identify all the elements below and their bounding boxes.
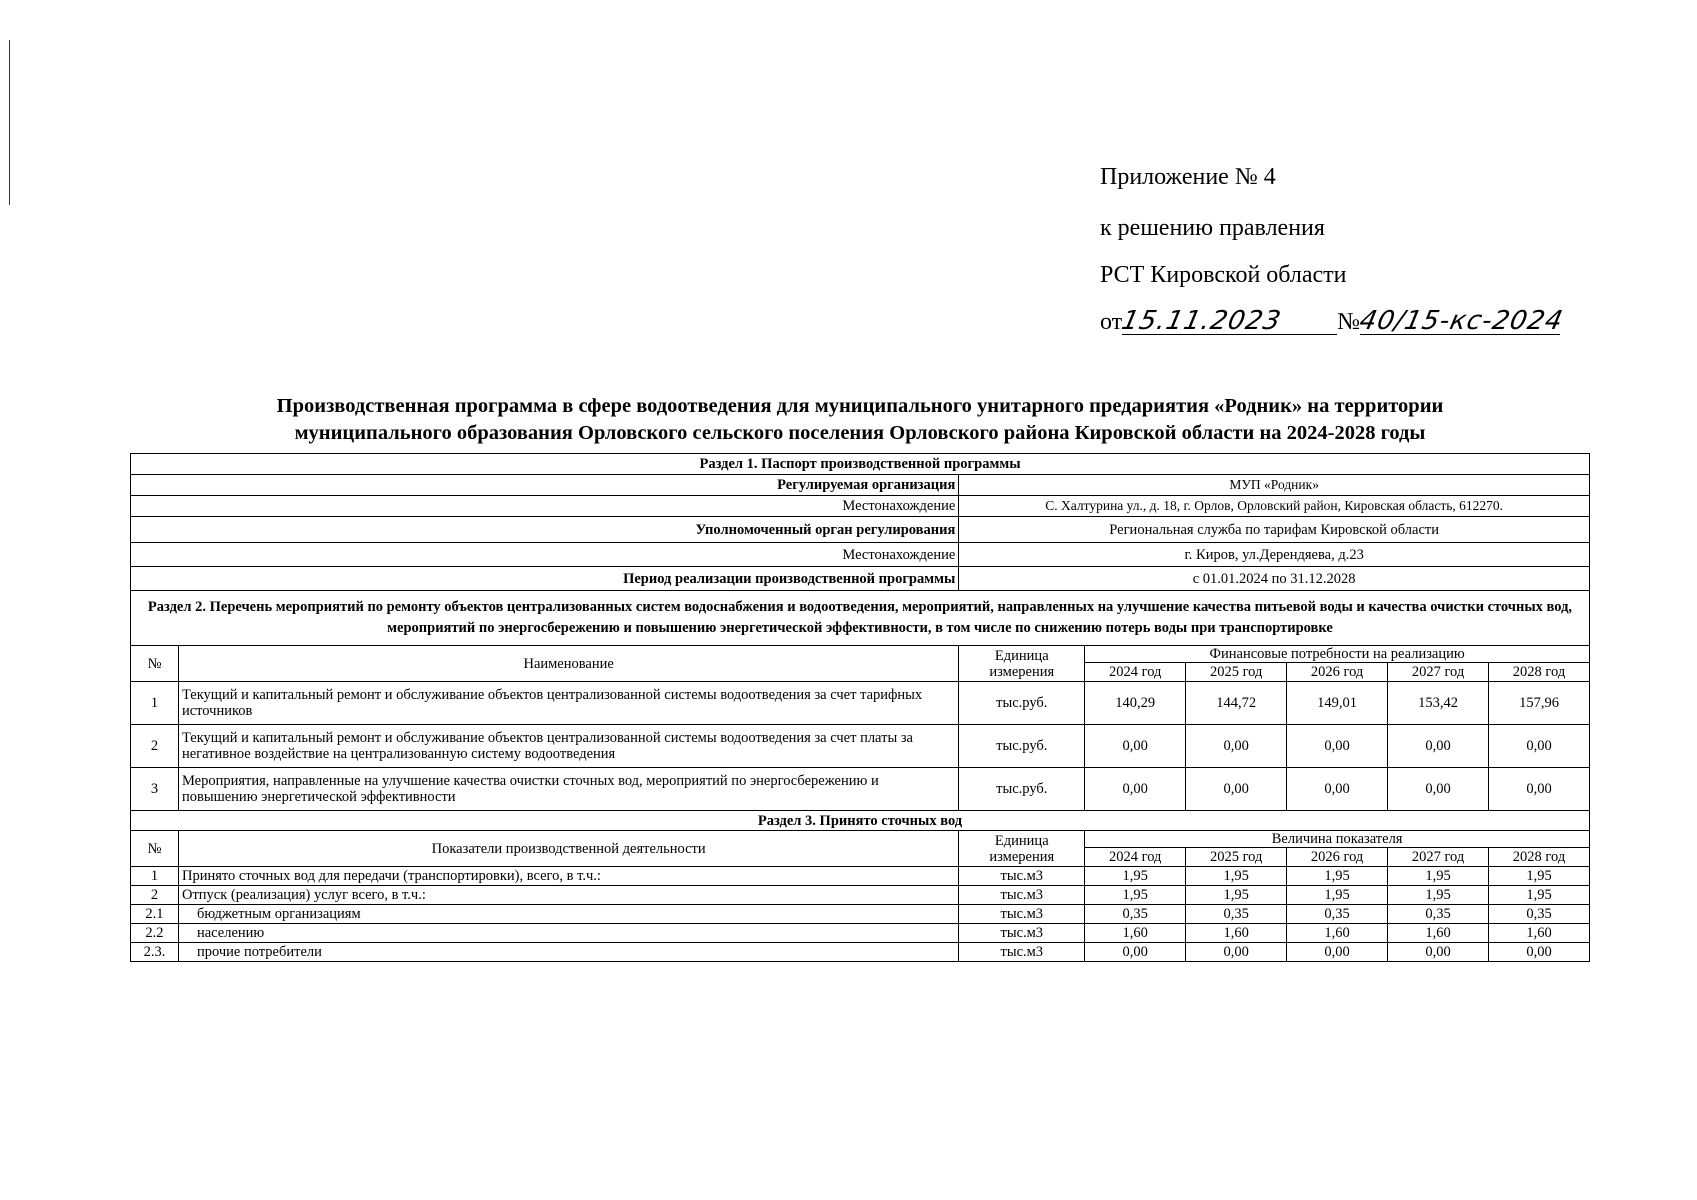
row-value: 1,95 xyxy=(1388,886,1489,905)
row-value: 1,60 xyxy=(1186,924,1287,943)
section1-value: г. Киров, ул.Дерендяева, д.23 xyxy=(959,543,1590,567)
section3-header-row xyxy=(131,811,1590,831)
row-unit: тыс.м3 xyxy=(959,924,1085,943)
row-unit: тыс.руб. xyxy=(959,768,1085,811)
row-value: 0,00 xyxy=(1489,943,1590,962)
section3-col-no: № xyxy=(131,831,179,867)
row-name: Текущий и капитальный ремонт и обслуживание объектов централизованной системы водоотведения за счет тарифных источников xyxy=(178,682,958,725)
section1-value: С. Халтурина ул., д. 18, г. Орлов, Орловский район, Кировская область, 612270. xyxy=(959,496,1590,517)
section1-label: Период реализации производственной программы xyxy=(131,567,959,591)
row-value: 1,60 xyxy=(1489,924,1590,943)
table-row xyxy=(131,725,1590,768)
section1-label: Местонахождение xyxy=(131,543,959,567)
section1-value: МУП «Родник» xyxy=(959,475,1590,496)
section2-col-name: Наименование xyxy=(178,646,958,682)
section3-col-name: Показатели производственной деятельности xyxy=(178,831,958,867)
row-no: 1 xyxy=(131,867,179,886)
section3-header: Раздел 3. Принято сточных вод xyxy=(131,811,1590,831)
row-value: 0,00 xyxy=(1287,943,1388,962)
section1-row xyxy=(131,517,1590,543)
row-name: населению xyxy=(178,924,958,943)
section1-header-row xyxy=(131,454,1590,475)
number-prefix: № xyxy=(1337,309,1361,335)
table-row xyxy=(131,682,1590,725)
table-row xyxy=(131,924,1590,943)
row-value: 1,60 xyxy=(1388,924,1489,943)
row-value: 0,00 xyxy=(1388,768,1489,811)
row-value: 1,60 xyxy=(1085,924,1186,943)
row-no: 2.1 xyxy=(131,905,179,924)
row-no: 3 xyxy=(131,768,179,811)
section3-year: 2027 год xyxy=(1388,848,1489,867)
row-no: 2 xyxy=(131,886,179,905)
row-value: 0,00 xyxy=(1186,768,1287,811)
scan-edge-line xyxy=(9,40,10,205)
table-row xyxy=(131,905,1590,924)
row-value: 1,95 xyxy=(1186,886,1287,905)
row-no: 2.2 xyxy=(131,924,179,943)
row-value: 0,00 xyxy=(1489,768,1590,811)
section2-header: Раздел 2. Перечень мероприятий по ремонту объектов централизованных систем водоснабжения и водоотведения, мероприятий, направленных на улучшение качества питьевой воды и качества очистки сточных вод, мероприятий по энергосбережению и повышению энергетической эффективности, в том числе по снижению потерь воды при транспортировке xyxy=(131,591,1590,646)
section3-col-unit: Единица измерения xyxy=(959,831,1085,867)
row-no: 1 xyxy=(131,682,179,725)
row-unit: тыс.руб. xyxy=(959,725,1085,768)
section1-row xyxy=(131,496,1590,517)
section1-label: Уполномоченный орган регулирования xyxy=(131,517,959,543)
section3-year: 2024 год xyxy=(1085,848,1186,867)
row-no: 2.3. xyxy=(131,943,179,962)
section1-row xyxy=(131,543,1590,567)
row-name: Текущий и капитальный ремонт и обслуживание объектов централизованной системы водоотведения за счет платы за негативное воздействие на централизованную систему водоотведения xyxy=(178,725,958,768)
section2-year: 2025 год xyxy=(1186,663,1287,682)
document-title xyxy=(130,393,1590,447)
row-value: 1,95 xyxy=(1287,867,1388,886)
row-value: 0,35 xyxy=(1186,905,1287,924)
production-program-table xyxy=(130,453,1590,962)
title-line-1: Производственная программа в сфере водоотведения для муниципального унитарного предариятия «Родник» на территории xyxy=(276,395,1444,417)
section3-columns-row xyxy=(131,831,1590,848)
number-handwritten: 40/15-кс-2024 xyxy=(1356,306,1567,336)
row-value: 0,00 xyxy=(1388,943,1489,962)
row-value: 1,95 xyxy=(1489,886,1590,905)
title-line-2: муниципального образования Орловского сельского поселения Орловского района Кировской области на 2024-2028 годы xyxy=(294,422,1426,444)
row-value: 1,95 xyxy=(1085,886,1186,905)
row-unit: тыс.руб. xyxy=(959,682,1085,725)
row-value: 140,29 xyxy=(1085,682,1186,725)
row-name: Мероприятия, направленные на улучшение качества очистки сточных вод, мероприятий по энергосбережению и повышению энергетической эффективности xyxy=(178,768,958,811)
row-value: 149,01 xyxy=(1287,682,1388,725)
row-unit: тыс.м3 xyxy=(959,905,1085,924)
row-value: 144,72 xyxy=(1186,682,1287,725)
section1-label: Местонахождение xyxy=(131,496,959,517)
section2-header-row xyxy=(131,591,1590,646)
section2-col-no: № xyxy=(131,646,179,682)
row-value: 1,95 xyxy=(1287,886,1388,905)
row-value: 0,00 xyxy=(1287,725,1388,768)
table-row xyxy=(131,867,1590,886)
section3-col-group: Величина показателя xyxy=(1085,831,1590,848)
row-value: 0,00 xyxy=(1489,725,1590,768)
section3-year: 2025 год xyxy=(1186,848,1287,867)
row-value: 1,60 xyxy=(1287,924,1388,943)
row-no: 2 xyxy=(131,725,179,768)
section2-year: 2028 год xyxy=(1489,663,1590,682)
section2-columns-row xyxy=(131,646,1590,663)
row-value: 153,42 xyxy=(1388,682,1489,725)
section1-label: Регулируемая организация xyxy=(131,475,959,496)
date-handwritten: 15.11.2023 xyxy=(1118,306,1285,336)
table-row xyxy=(131,886,1590,905)
section3-year: 2026 год xyxy=(1287,848,1388,867)
appendix-date-number xyxy=(1100,308,1600,346)
section2-col-group: Финансовые потребности на реализацию xyxy=(1085,646,1590,663)
row-unit: тыс.м3 xyxy=(959,886,1085,905)
row-value: 1,95 xyxy=(1388,867,1489,886)
section2-year: 2027 год xyxy=(1388,663,1489,682)
row-value: 0,35 xyxy=(1388,905,1489,924)
row-name: прочие потребители xyxy=(178,943,958,962)
row-value: 0,35 xyxy=(1287,905,1388,924)
row-value: 1,95 xyxy=(1085,867,1186,886)
row-value: 0,00 xyxy=(1085,768,1186,811)
table-row xyxy=(131,768,1590,811)
section2-year: 2024 год xyxy=(1085,663,1186,682)
row-value: 0,00 xyxy=(1186,725,1287,768)
section1-value: Региональная служба по тарифам Кировской области xyxy=(959,517,1590,543)
row-unit: тыс.м3 xyxy=(959,867,1085,886)
appendix-title: Приложение № 4 xyxy=(1100,164,1276,190)
row-value: 0,00 xyxy=(1287,768,1388,811)
appendix-decision: к решению правления xyxy=(1100,215,1325,241)
row-name: Отпуск (реализация) услуг всего, в т.ч.: xyxy=(178,886,958,905)
date-prefix: от xyxy=(1100,309,1123,335)
row-value: 1,95 xyxy=(1489,867,1590,886)
row-value: 0,00 xyxy=(1388,725,1489,768)
row-value: 157,96 xyxy=(1489,682,1590,725)
section2-col-unit: Единица измерения xyxy=(959,646,1085,682)
row-value: 0,35 xyxy=(1489,905,1590,924)
row-unit: тыс.м3 xyxy=(959,943,1085,962)
section2-year: 2026 год xyxy=(1287,663,1388,682)
section1-row xyxy=(131,475,1590,496)
section1-row xyxy=(131,567,1590,591)
row-name: Принято сточных вод для передачи (транспортировки), всего, в т.ч.: xyxy=(178,867,958,886)
number-field xyxy=(1356,306,1567,336)
section1-header: Раздел 1. Паспорт производственной программы xyxy=(131,454,1590,475)
row-value: 0,00 xyxy=(1085,725,1186,768)
table-row xyxy=(131,943,1590,962)
row-name: бюджетным организациям xyxy=(178,905,958,924)
row-value: 1,95 xyxy=(1186,867,1287,886)
date-field xyxy=(1118,306,1337,336)
appendix-authority: РСТ Кировской области xyxy=(1100,262,1347,288)
row-value: 0,35 xyxy=(1085,905,1186,924)
section1-value: с 01.01.2024 по 31.12.2028 xyxy=(959,567,1590,591)
section3-year: 2028 год xyxy=(1489,848,1590,867)
row-value: 0,00 xyxy=(1085,943,1186,962)
row-value: 0,00 xyxy=(1186,943,1287,962)
